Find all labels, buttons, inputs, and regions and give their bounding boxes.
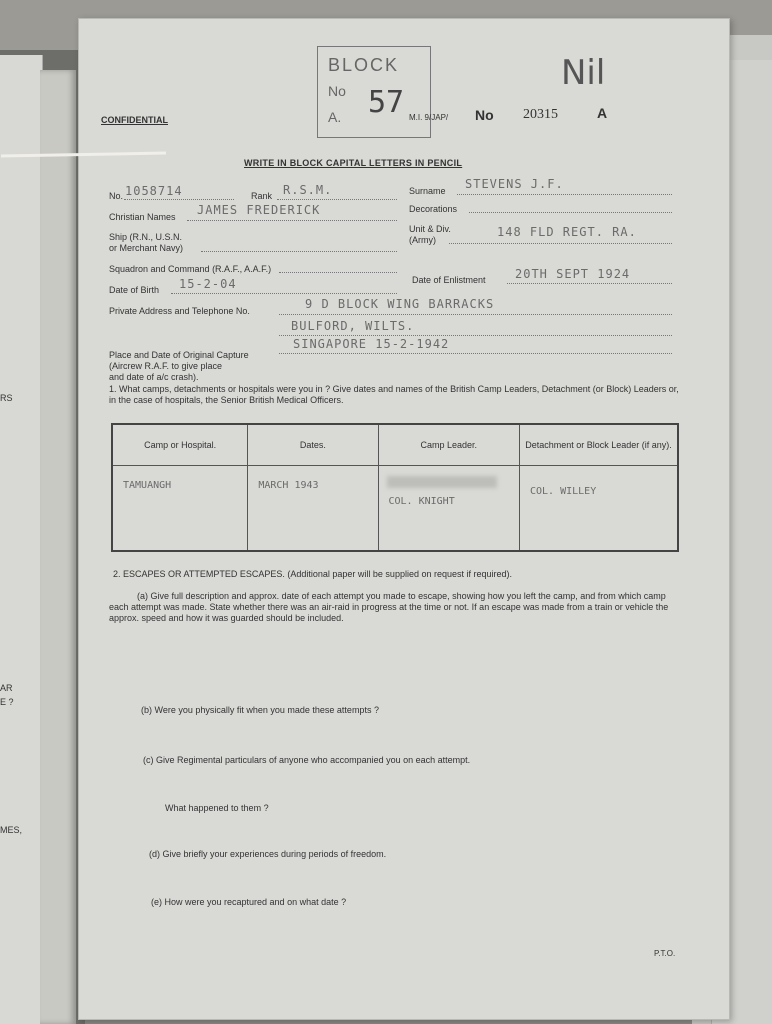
section2-b: (b) Were you physically fit when you made these attempts ?	[141, 705, 379, 715]
christian-names-value: JAMES FREDERICK	[197, 203, 321, 217]
cell-camp: TAMUANGH	[123, 480, 172, 491]
squadron-label: Squadron and Command (R.A.F., A.A.F.)	[109, 264, 272, 274]
section2-c2: What happened to them ?	[165, 803, 269, 813]
form-number: 20315	[523, 107, 558, 122]
unit-label-2: (Army)	[409, 235, 436, 245]
nil-stamp: Nil	[561, 53, 606, 93]
rank-label: Rank	[251, 191, 273, 201]
cell-camp-leader: COL. KNIGHT	[388, 496, 455, 507]
surname-label: Surname	[409, 186, 446, 196]
block-stamp-box	[317, 46, 431, 138]
decorations-label: Decorations	[409, 204, 458, 214]
table-row	[112, 466, 678, 552]
section2-a: (a) Give full description and approx. date of each attempt you made to escape, showing how you left the camp, and from which camp each attempt was made. State whether there was an air-raid in progress at the time or not. If an escape was made from a train or vehicle the approx. speed and how it was guarded should be included.	[109, 591, 669, 623]
ship-label: Ship (R.N., U.S.N.	[109, 232, 183, 242]
left-page-fragment: RS	[0, 393, 13, 403]
redaction-smudge	[387, 476, 497, 488]
left-page-fragment: MES,	[0, 825, 23, 835]
cell-detachment-leader: COL. WILLEY	[530, 486, 597, 497]
block-no: No	[328, 83, 346, 99]
birth-label: Date of Birth	[109, 285, 160, 295]
address-line-2: BULFORD, WILTS.	[291, 319, 415, 333]
unit-label: Unit & Div.	[409, 224, 451, 234]
capture-value: SINGAPORE 15-2-1942	[293, 337, 450, 351]
capture-label: Place and Date of Original Capture	[109, 350, 249, 360]
col-dates: Dates.	[248, 424, 378, 466]
confidential-label: CONFIDENTIAL	[101, 115, 168, 125]
block-handwritten-number: 57	[368, 85, 405, 120]
enlistment-value: 20TH SEPT 1924	[515, 267, 631, 281]
form-suffix: A	[597, 105, 608, 121]
col-detachment-leader: Detachment or Block Leader (if any).	[520, 424, 679, 466]
capture-label-2: (Aircrew R.A.F. to give place	[109, 361, 223, 371]
number-label: No	[475, 107, 494, 123]
no-value: 1058714	[125, 184, 183, 198]
cell-dates: MARCH 1943	[258, 480, 319, 491]
birth-value: 15-2-04	[179, 277, 237, 291]
capture-label-3: and date of a/c crash).	[109, 372, 199, 382]
address-line-1: 9 D BLOCK WING BARRACKS	[305, 297, 495, 311]
pto-label: P.T.O.	[654, 949, 676, 958]
section2-heading: 2. ESCAPES OR ATTEMPTED ESCAPES. (Additional paper will be supplied on request if required).	[113, 569, 513, 579]
enlistment-label: Date of Enlistment	[412, 275, 486, 285]
rank-value: R.S.M.	[283, 183, 333, 197]
mi-reference: M.I. 9/JAP/	[409, 113, 449, 122]
left-page	[0, 55, 43, 1024]
section2-e: (e) How were you recaptured and on what date ?	[151, 897, 347, 907]
surname-value: STEVENS J.F.	[465, 177, 564, 191]
block-word: BLOCK	[328, 55, 400, 75]
address-label: Private Address and Telephone No.	[109, 306, 250, 316]
section2-d: (d) Give briefly your experiences during periods of freedom.	[149, 849, 387, 859]
christian-names-label: Christian Names	[109, 212, 176, 222]
col-camp-leader: Camp Leader.	[378, 424, 520, 466]
left-page-fragment: E ?	[0, 697, 14, 707]
ship-label-2: or Merchant Navy)	[109, 243, 184, 253]
binder-spine	[40, 70, 76, 1024]
left-page-fragment: AR	[0, 683, 13, 693]
no-label: No.	[109, 191, 124, 201]
instruction-heading: WRITE IN BLOCK CAPITAL LETTERS IN PENCIL	[244, 158, 463, 168]
col-camp: Camp or Hospital.	[112, 424, 248, 466]
unit-value: 148 FLD REGT. RA.	[497, 225, 637, 239]
block-letter: A.	[328, 109, 342, 125]
section2-c: (c) Give Regimental particulars of anyone who accompanied you on each attempt.	[143, 755, 471, 765]
form-page	[78, 18, 730, 1020]
section1-question: 1. What camps, detachments or hospitals were you in ? Give dates and names of the British Camp Leaders, Detachment (or Block) Leaders or, in the case of hospitals, the Senior British Medical Officers.	[109, 384, 679, 405]
camp-table	[111, 423, 679, 552]
